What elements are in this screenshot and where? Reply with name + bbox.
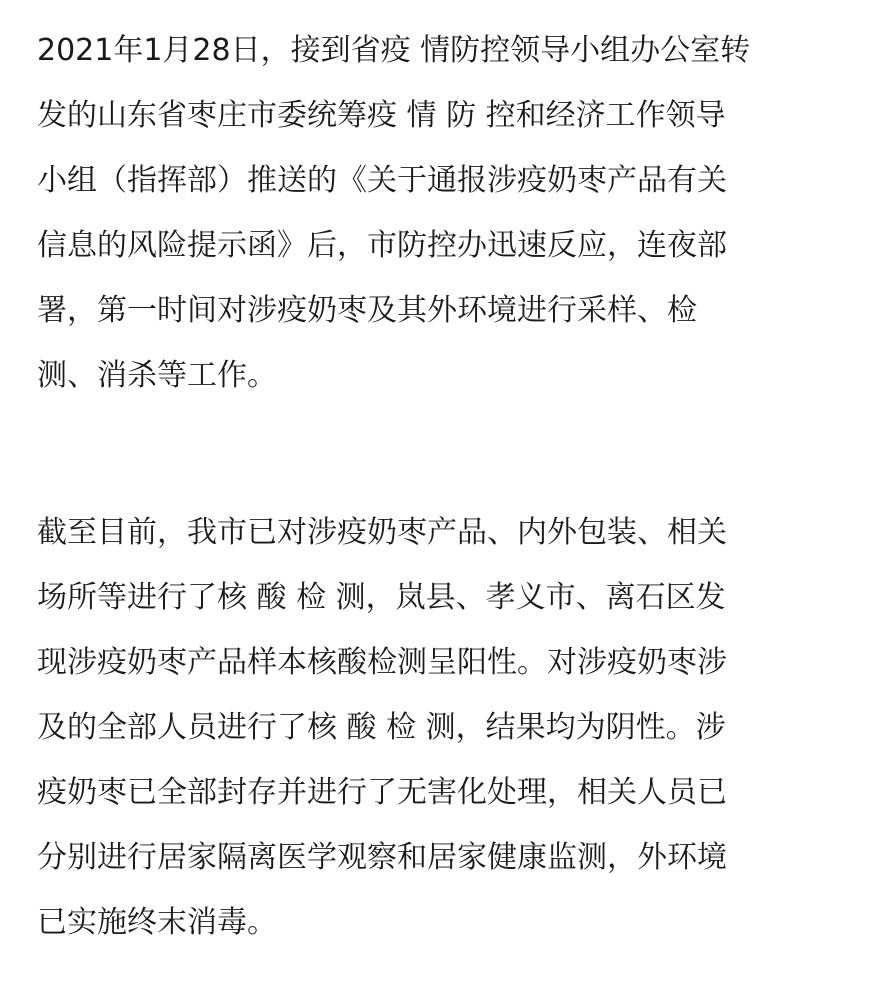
paragraph-line: 已实施终末消毒。 bbox=[37, 905, 277, 940]
paragraph-line: 信息的风险提示函》后，市防控办迅速反应，连夜部 bbox=[37, 228, 727, 263]
paragraph-line: 场所等进行了核 酸 检 测，岚县、孝义市、离石区发 bbox=[37, 580, 726, 615]
paragraph-line: 截至目前，我市已对涉疫奶枣产品、内外包装、相关 bbox=[37, 515, 727, 550]
paragraph-line: 及的全部人员进行了核 酸 检 测，结果均为阴性。涉 bbox=[37, 710, 726, 745]
paragraph-line: 现涉疫奶枣产品样本核酸检测呈阳性。对涉疫奶枣涉 bbox=[37, 645, 727, 680]
paragraph-line: 2021年1月28日，接到省疫 情防控领导小组办公室转 bbox=[37, 33, 751, 68]
paragraph-line: 测、消杀等工作。 bbox=[37, 358, 277, 393]
paragraph-line: 署，第一时间对涉疫奶枣及其外环境进行采样、检 bbox=[37, 293, 697, 328]
paragraph-line: 发的山东省枣庄市委统筹疫 情 防 控和经济工作领导 bbox=[37, 98, 726, 133]
paragraph-line: 分别进行居家隔离医学观察和居家健康监测，外环境 bbox=[37, 840, 727, 875]
paragraph-line: 小组（指挥部）推送的《关于通报涉疫奶枣产品有关 bbox=[37, 163, 727, 198]
paragraph-line: 疫奶枣已全部封存并进行了无害化处理，相关人员已 bbox=[37, 775, 727, 810]
